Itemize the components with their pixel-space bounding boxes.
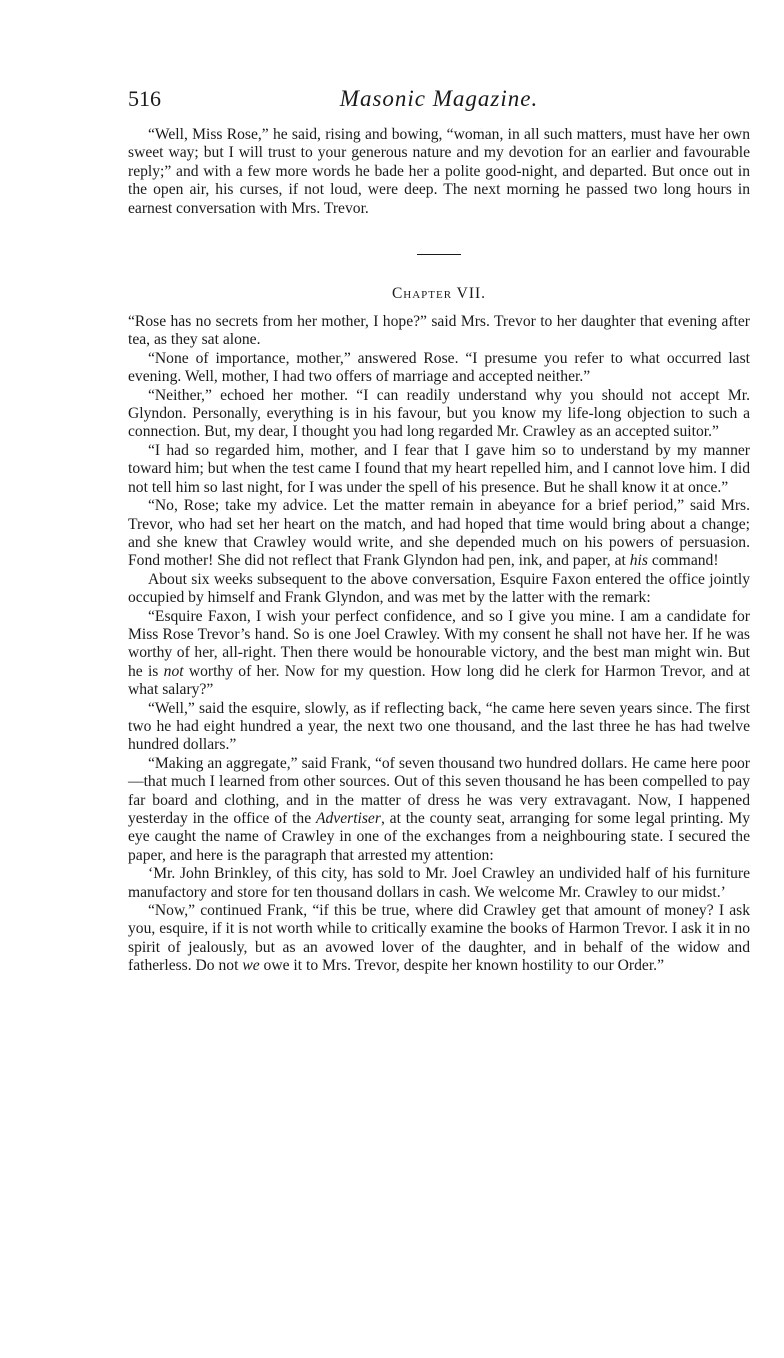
running-head: Masonic Magazine. — [339, 86, 539, 111]
paragraph: “Well, Miss Rose,” he said, rising and bowing, “woman, in all such matters, must have her own sweet way; but I will trust to your generous nature and my devotion for an earlier and favourable reply;” and with a few more words he bade her a polite good-night, and departed. But once out in the open air, his curses, if not loud, were deep. The next morning he passed two long hours in earnest conversation with Mrs. Trevor. — [128, 126, 750, 217]
paragraph: “Esquire Faxon, I wish your perfect confidence, and so I give you mine. I am a candidate for Miss Rose Trevor’s hand. So is one Joel Crawley. With my consent he shall not have her. If he was worthy of her, all-right. Then there would be honourable victory, and the best man might win. But he is not worthy of her. Now for my question. How long did he clerk for Harmon Trevor, and at what salary?” — [128, 607, 750, 699]
paragraph-quoted-notice: ‘Mr. John Brinkley, of this city, has sold to Mr. Joel Crawley an undivided half of his furniture manufactory and store for ten thousand dollars in cash. We welcome Mr. Crawley to our midst.’ — [128, 865, 750, 901]
paragraph: “None of importance, mother,” answered Rose. “I presume you refer to what occurred last evening. Well, mother, I had two offers of marriage and accepted neither.” — [128, 349, 750, 386]
paragraph: “Neither,” echoed her mother. “I can readily understand why you should not accept Mr. Glyndon. Personally, everything is in his favour, but you know my life-long objection to such a connection. But, my dear, I thought you had long regarded Mr. Crawley as an accepted suitor.” — [128, 386, 750, 441]
paragraph: “Rose has no secrets from her mother, I hope?” said Mrs. Trevor to her daughter that evening after tea, as they sat alone. — [128, 313, 750, 349]
paragraph: “Making an aggregate,” said Frank, “of seven thousand two hundred dollars. He came here poor—that much I learned from other sources. Out of this seven thousand he has been compelled to pay far board and clothing, and in the matter of dress he was very extravagant. Now, I happened yesterday in the office of the Advertiser, at the county seat, arranging for some legal printing. My eye caught the name of Crawley in one of the exchanges from a neighbouring state. I secured the paper, and here is the paragraph that arrested my attention: — [128, 754, 751, 864]
chapter-title: Chapter VII. — [391, 285, 487, 303]
paragraph: “Now,” continued Frank, “if this be true, where did Crawley get that amount of money? I ask you, esquire, if it is not worth while to critically examine the books of Harmon Trevor. I ask it in no spirit of jealously, but as an avowed lover of the daughter, and in behalf of the widow and fatherless. Do not we owe it to Mrs. Trevor, despite her known hostility to our Order.” — [128, 902, 750, 975]
magazine-page — [128, 86, 750, 976]
paragraph: About six weeks subsequent to the above conversation, Esquire Faxon entered the office jointly occupied by himself and Frank Glyndon, and was met by the latter with the remark: — [128, 570, 750, 607]
page-header — [128, 86, 750, 126]
page-number: 516 — [128, 86, 161, 111]
paragraph: “No, Rose; take my advice. Let the matter remain in abeyance for a brief period,” said Mrs. Trevor, who had set her heart on the match, and had hoped that time would bring about a change; and she knew that Crawley would write, and she depended much on his powers of persuasion. Fond mother! She did not reflect that Frank Glyndon had pen, ink, and paper, at his command! — [128, 497, 750, 570]
paragraph: “Well,” said the esquire, slowly, as if reflecting back, “he came here seven years since. The first two he had eight hundred a year, the next two one thousand, and the last three he has had twelve hundred dollars.” — [128, 699, 750, 754]
section-divider — [417, 254, 461, 255]
paragraph: “I had so regarded him, mother, and I fear that I gave him so to understand by my manner toward him; but when the test came I found that my heart repelled him, and I cannot love him. I did not tell him so last night, for I was under the spell of his presence. But he shall know it at once.” — [128, 441, 750, 496]
